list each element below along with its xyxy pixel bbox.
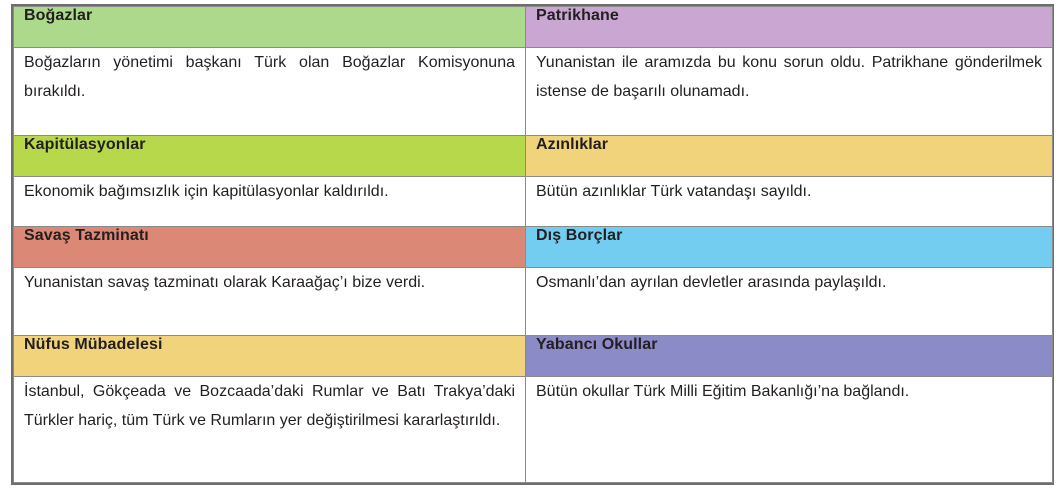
table-row — [14, 48, 1053, 136]
header-bogazlar: Boğazlar — [14, 7, 526, 48]
header-kapitulasyonlar: Kapitülasyonlar — [14, 136, 526, 177]
table-header-row — [14, 226, 1053, 267]
cell-kapitulasyonlar-text: Ekonomik bağımsızlık için kapitülasyonlar kaldırıldı. — [14, 177, 526, 226]
cell-savas-tazminati-text: Yunanistan savaş tazminatı olarak Karaağaç’ı bize verdi. — [14, 267, 526, 336]
table-row — [14, 267, 1053, 336]
table-header-row — [14, 336, 1053, 377]
lausanne-table-frame — [11, 4, 1054, 485]
header-nufus-mubadelesi: Nüfus Mübadelesi — [14, 336, 526, 377]
header-savas-tazminati: Savaş Tazminatı — [14, 226, 526, 267]
header-azinliklar: Azınlıklar — [526, 136, 1053, 177]
table-header-row — [14, 136, 1053, 177]
cell-bogazlar-text: Boğazların yönetimi başkanı Türk olan Boğazlar Komisyonuna bırakıldı. — [14, 48, 526, 136]
table-row — [14, 377, 1053, 483]
header-dis-borclar: Dış Borçlar — [526, 226, 1053, 267]
table-header-row — [14, 7, 1053, 48]
cell-patrikhane-text: Yunanistan ile aramızda bu konu sorun oldu. Patrikhane gönderilmek istense de başarılı olunamadı. — [526, 48, 1053, 136]
header-yabanci-okullar: Yabancı Okullar — [526, 336, 1053, 377]
header-patrikhane: Patrikhane — [526, 7, 1053, 48]
cell-azinliklar-text: Bütün azınlıklar Türk vatandaşı sayıldı. — [526, 177, 1053, 226]
cell-yabanci-okullar-text: Bütün okullar Türk Milli Eğitim Bakanlığı’na bağlandı. — [526, 377, 1053, 483]
cell-nufus-mubadelesi-text: İstanbul, Gökçeada ve Bozcaada’daki Rumlar ve Batı Trakya’daki Türkler hariç, tüm Türk ve Rumların yer değiştirilmesi kararlaştırıldı. — [14, 377, 526, 483]
table-row — [14, 177, 1053, 226]
cell-dis-borclar-text: Osmanlı’dan ayrılan devletler arasında paylaşıldı. — [526, 267, 1053, 336]
topics-table — [13, 6, 1053, 483]
